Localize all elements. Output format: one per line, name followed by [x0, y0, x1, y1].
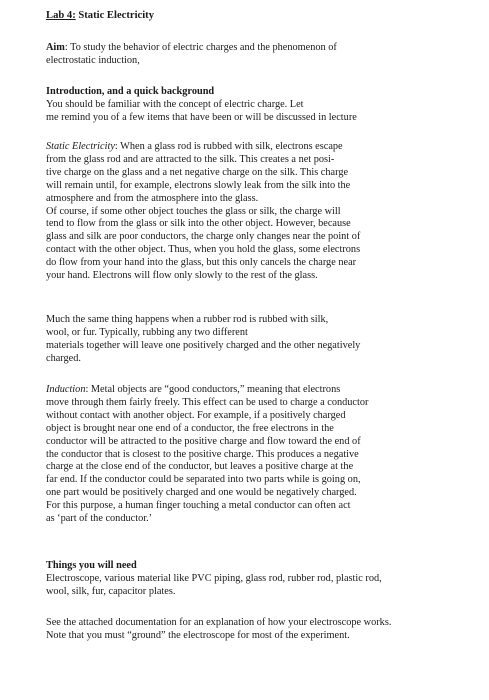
static-line-9: contact with the other object. Thus, when you hold the glass, some electrons	[46, 244, 361, 256]
induction-line-8: far end. If the conductor could be separated into two parts while is going on,	[46, 474, 361, 486]
attached-line-2: Note that you must “ground” the electroscope for most of the experiment.	[46, 629, 350, 641]
lab-number: Lab 4:	[46, 10, 76, 21]
induction-line-7: charge at the close end of the conductor, but leaves a positive charge at the	[46, 461, 354, 473]
static-line-10: do flow from your hand into the glass, but this only cancels the charge near	[46, 257, 357, 269]
static-line-4: will remain until, for example, electrons slowly leak from the silk into the	[46, 179, 351, 191]
induction-text-1: : Metal objects are “good conductors,” meaning that electrons	[85, 384, 341, 395]
static-line-11: your hand. Electrons will flow only slowly to the rest of the glass.	[46, 270, 318, 282]
intro-line-1: You should be familiar with the concept of electric charge. Let	[46, 98, 304, 110]
induction-section	[46, 384, 476, 526]
static-electricity-section	[46, 141, 476, 283]
induction-term: Induction	[46, 384, 86, 395]
intro-section	[46, 86, 476, 125]
things-line-1: Electroscope, various material like PVC piping, glass rod, rubber rod, plastic rod,	[46, 572, 382, 584]
induction-line-1	[46, 384, 476, 397]
static-term: Static Electricity	[46, 141, 115, 152]
aim-text-1: : To study the behavior of electric charges and the phenomenon of	[64, 42, 337, 53]
aim-label: Aim	[46, 42, 65, 53]
rubber-line-2: wool, or fur. Typically, rubbing any two different	[46, 326, 248, 338]
lab-name: Static Electricity	[78, 10, 154, 21]
static-line-7: tend to flow from the glass or silk into the other object. However, because	[46, 218, 351, 230]
static-text-1: : When a glass rod is rubbed with silk, electrons escape	[114, 141, 343, 152]
induction-line-2: move through them fairly freely. This effect can be used to charge a conductor	[46, 396, 369, 408]
induction-line-5: conductor will be attracted to the positive charge and flow toward the end of	[46, 435, 361, 447]
rubber-line-3: materials together will leave one positively charged and the other negatively	[46, 339, 361, 351]
static-line-6: Of course, if some other object touches the glass or silk, the charge will	[46, 205, 341, 217]
static-line-5: atmosphere and from the atmosphere into the glass.	[46, 192, 259, 204]
induction-line-10: For this purpose, a human finger touching a metal conductor can often act	[46, 500, 351, 512]
rubber-rod-section	[46, 314, 476, 366]
rubber-line-4: charged.	[46, 352, 81, 364]
things-line-2: wool, silk, fur, capacitor plates.	[46, 585, 176, 597]
induction-line-4: object is brought near one end of a conductor, the free electrons in the	[46, 422, 334, 434]
things-section	[46, 560, 476, 599]
induction-line-11: as ‘part of the conductor.’	[46, 513, 153, 525]
induction-line-6: the conductor that is closest to the positive charge. This produces a negative	[46, 448, 359, 460]
static-line-1	[46, 141, 476, 154]
induction-line-9: one part would be positively charged and one would be negatively charged.	[46, 487, 357, 499]
rubber-line-1: Much the same thing happens when a rubber rod is rubbed with silk,	[46, 314, 329, 325]
things-heading: Things you will need	[46, 560, 137, 571]
attached-line-1: See the attached documentation for an explanation of how your electroscope works.	[46, 617, 392, 628]
induction-line-3: without contact with another object. For example, if a positively charged	[46, 409, 346, 421]
static-line-3: tive charge on the glass and a net negative charge on the silk. This charge	[46, 166, 349, 178]
aim-line-2: electrostatic induction,	[46, 54, 140, 66]
static-line-2: from the glass rod and are attracted to the silk. This creates a net posi-	[46, 153, 335, 165]
aim-line-1	[46, 42, 476, 55]
aim-section	[46, 42, 476, 68]
intro-heading: Introduction, and a quick background	[46, 86, 215, 97]
attached-docs-section	[46, 617, 476, 643]
intro-line-2: me remind you of a few items that have been or will be discussed in lecture	[46, 111, 357, 123]
lab-title	[46, 10, 154, 21]
static-line-8: glass and silk are poor conductors, the charge only changes near the point of	[46, 231, 361, 243]
